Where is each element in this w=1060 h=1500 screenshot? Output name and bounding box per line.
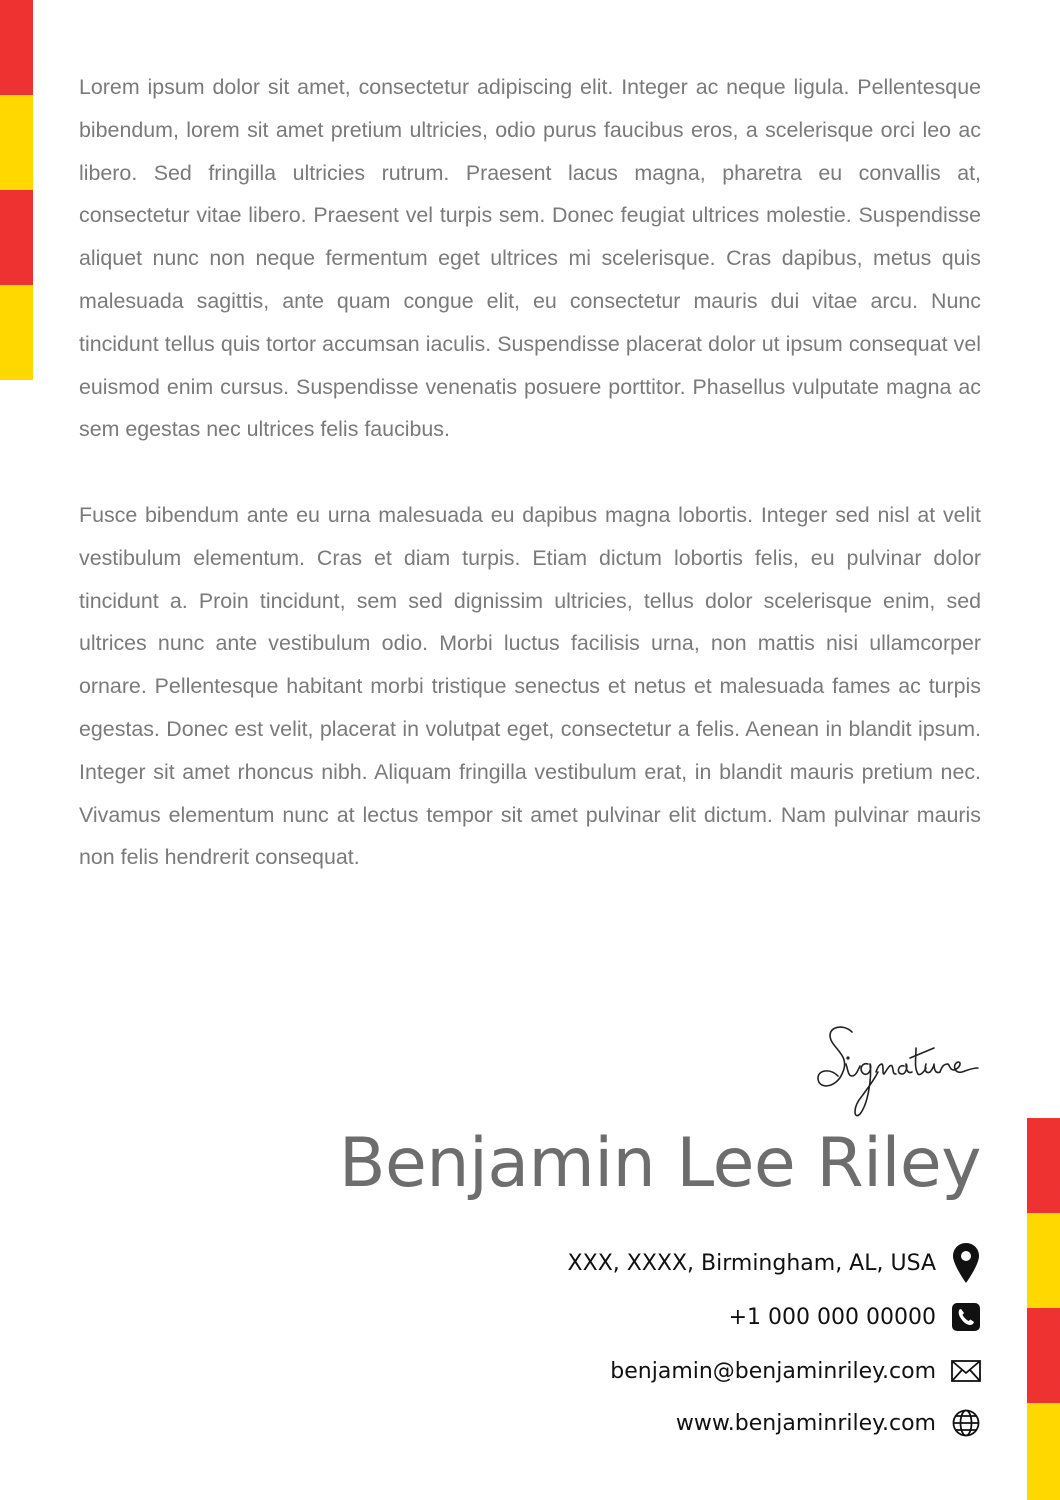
right-stripe-yellow-2	[1027, 1403, 1060, 1500]
right-stripe-red-2	[1027, 1308, 1060, 1403]
email-row	[610, 1349, 981, 1393]
letter-paragraph-1: Lorem ipsum dolor sit amet, consectetur adipiscing elit. Integer ac neque ligula. Pellentesque bibendum, lorem sit amet pretium ultricies, odio purus faucibus eros, a scelerisque orci leo ac libero. Sed fringilla ultricies rutrum. Praesent lacus magna, pharetra eu convallis at, consectetur vitae libero. Praesent vel turpis sem. Donec feugiat ultrices molestie. Suspendisse aliquet nunc non neque fermentum eget ultrices mi scelerisque. Cras dapibus, metus quis malesuada sagittis, ante quam congue elit, eu consectetur mauris dui vitae arcu. Nunc tincidunt tellus quis tortor accumsan iaculis. Suspendisse placerat dolor ut ipsum consequat vel euismod enim cursus. Suspendisse venenatis posuere porttitor. Phasellus vulputate magna ac sem egestas nec ultrices felis faucibus.	[79, 75, 981, 442]
globe-icon	[951, 1401, 981, 1445]
letter-body	[79, 66, 981, 922]
location-pin-icon	[951, 1241, 981, 1285]
phone-icon	[951, 1295, 981, 1339]
letter-paragraph-2: Fusce bibendum ante eu urna malesuada eu dapibus magna lobortis. Integer sed nisl at velit vestibulum elementum. Cras et diam turpis. Etiam dictum lobortis felis, eu pulvinar dolor tincidunt a. Proin tincidunt, sem sed dignissim ultricies, tellus dolor scelerisque enim, sed ultrices nunc ante vestibulum odio. Morbi luctus facilisis urna, non mattis nisi ullamcorper ornare. Pellentesque habitant morbi tristique senectus et netus et malesuada fames ac turpis egestas. Donec est velit, placerat in volutpat eget, consectetur a felis. Aenean in blandit ipsum. Integer sit amet rhoncus nibh. Aliquam fringilla vestibulum erat, in blandit mauris pretium nec. Vivamus elementum nunc at lectus tempor sit amet pulvinar elit dictum. Nam pulvinar mauris non felis hendrerit consequat.	[79, 502, 981, 870]
signature-image	[812, 1018, 987, 1118]
address-text: XXX, XXXX, Birmingham, AL, USA	[567, 1250, 936, 1276]
envelope-icon	[951, 1349, 981, 1393]
right-stripe-yellow-1	[1027, 1213, 1060, 1308]
left-stripe-yellow-2	[0, 285, 33, 380]
left-stripe-yellow-1	[0, 95, 33, 190]
phone-row	[729, 1295, 981, 1339]
website-row	[676, 1401, 981, 1445]
sender-name: Benjamin Lee Riley	[338, 1124, 981, 1203]
left-stripe-red-1	[0, 0, 33, 95]
left-stripe-red-2	[0, 190, 33, 285]
website-link[interactable]: www.benjaminriley.com	[675, 1410, 936, 1436]
email-link[interactable]: benjamin@benjaminriley.com	[610, 1358, 936, 1384]
right-stripe-red-1	[1027, 1118, 1060, 1213]
address-row	[568, 1241, 981, 1285]
phone-text: +1 000 000 00000	[728, 1304, 936, 1330]
